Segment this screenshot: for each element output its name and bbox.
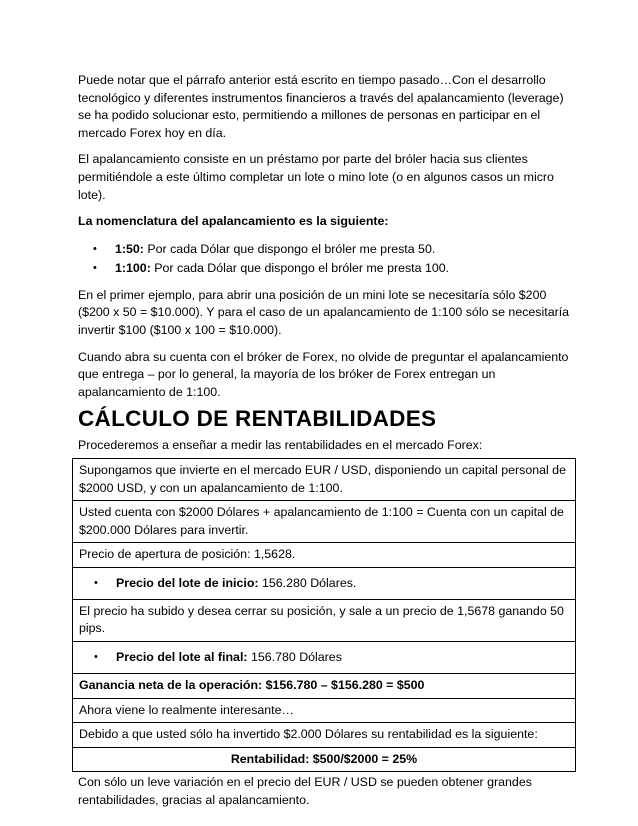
bullet-icon: • <box>93 261 97 274</box>
nomenclature-heading: La nomenclatura del apalancamiento es la siguiente: <box>78 214 389 229</box>
list-item-text: 156.280 Dólares. <box>258 575 357 590</box>
rentabilidad-result: Rentabilidad: $500/$2000 = 25% <box>230 751 418 766</box>
box-row <box>73 699 575 724</box>
intro-paragraph-2: El apalancamiento consiste en un préstamo por parte del bróler hacia sus clientes permitiéndole a este último completar un lote o mino lote (o en algunos casos un micro lote). <box>78 152 554 202</box>
section-title: CÁLCULO DE RENTABILIDADES <box>78 406 437 432</box>
box-text: Ahora viene lo realmente interesante… <box>79 702 294 717</box>
list-item-text: 156.780 Dólares <box>247 650 342 665</box>
box-row <box>73 723 575 748</box>
box-list <box>79 648 569 667</box>
box-row <box>73 642 575 674</box>
list-item-term: Precio del lote al final: <box>116 650 248 665</box>
list-item <box>78 259 570 278</box>
intro-paragraph-1: Puede notar que el párrafo anterior está escrito en tiempo pasado…Con el desarrollo tecnológico y diferentes instrumentos financieros a través del apalancamiento (leverage) se ha podido solucionar esto, permitiendo a millones de personas en participar en el mercado Forex hoy en día. <box>78 73 564 140</box>
box-text: Usted cuenta con $2000 Dólares + apalancamiento de 1:100 = Cuenta con un capital de $200.000 Dólares para invertir. <box>79 505 564 537</box>
box-text: Supongamos que invierte en el mercado EUR / USD, disponiendo un capital personal de $2000 USD, y con un apalancamiento de 1:100. <box>79 462 566 495</box>
list-item-text: Por cada Dólar que dispongo el bróler me presta 100. <box>150 260 450 275</box>
box-text: Debido a que usted sólo ha invertido $2.000 Dólares su rentabilidad es la siguiente: <box>79 727 538 742</box>
closing-paragraph: Con sólo un leve variación en el precio del EUR / USD se pueden obtener grandes rentabilidades, gracias al apalancamiento. <box>78 775 532 808</box>
box-row <box>73 600 575 642</box>
intro-paragraph-4: Cuando abra su cuenta con el bróker de Forex, no olvide de preguntar el apalancamiento que entrega – por lo general, la mayoría de los bróker de Forex entregan un apalancamiento de 1:100. <box>78 349 569 399</box>
list-item <box>79 648 569 667</box>
box-row <box>73 748 575 772</box>
box-row <box>73 568 575 600</box>
box-row <box>73 459 575 501</box>
nomenclature-list <box>78 240 570 278</box>
example-box <box>72 458 576 773</box>
section-lead: Procederemos a enseñar a medir las rentabilidades en el mercado Forex: <box>78 438 483 453</box>
box-text: Precio de apertura de posición: 1,5628. <box>79 547 296 562</box>
list-item-text: Por cada Dólar que dispongo el bróler me presta 50. <box>143 241 436 256</box>
box-row <box>73 674 575 699</box>
document-body <box>78 72 570 810</box>
bullet-icon: • <box>93 242 97 255</box>
net-gain-text: Ganancia neta de la operación: $156.780 – $156.280 = $500 <box>79 678 425 693</box>
list-item-term: 1:100: <box>115 260 151 275</box>
box-text: El precio ha subido y desea cerrar su posición, y sale a un precio de 1,5678 ganando 50 pips. <box>79 603 564 636</box>
list-item <box>78 240 570 259</box>
box-row <box>73 501 575 543</box>
list-item-term: Precio del lote de inicio: <box>116 575 259 590</box>
list-item-term: 1:50: <box>115 241 144 256</box>
bullet-icon: • <box>94 651 98 664</box>
bullet-icon: • <box>94 576 98 589</box>
list-item <box>79 574 569 593</box>
intro-paragraph-3: En el primer ejemplo, para abrir una posición de un mini lote se necesitaría sólo $200 ($200 x 50 = $10.000). Y para el caso de un apalancamiento de 1:100 sólo se necesitaría invertir $100 ($100 x 100 = $10.000). <box>78 287 570 337</box>
box-list <box>79 574 569 593</box>
box-row <box>73 543 575 568</box>
